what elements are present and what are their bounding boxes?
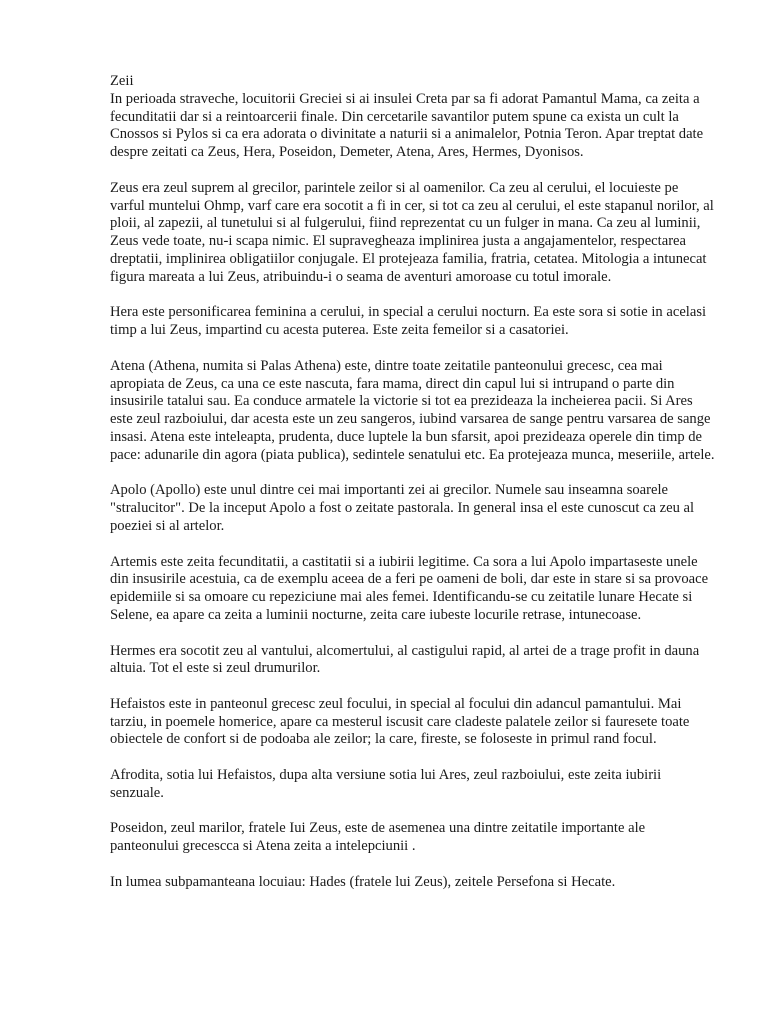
paragraph-hades: In lumea subpamanteana locuiau: Hades (fratele lui Zeus), zeitele Persefona si Hecate. <box>110 873 616 890</box>
paragraph-artemis: Artemis este zeita fecunditatii, a castitatii si a iubirii legitime. Ca sora a lui Apolo impartaseste unele din insusirile acestuia, ca de exemplu aceea de a feri pe oameni de boli, dar este in stare si sa provoace epidemiile si sa omoare cu repeziciune mai ales femei. Identificandu-se cu zeitatile lunare Hecate si Selene, ea apare ca zeita a luminii nocturne, zeita care iubeste locurile retrase, intunecoase. <box>110 553 709 623</box>
paragraph-hera: Hera este personificarea feminina a cerului, in special a cerului nocturn. Ea este sora si sotie in acelasi timp a lui Zeus, impartind cu acesta puterea. Este zeita femeilor si a casatoriei. <box>110 304 707 339</box>
paragraph-afrodita: Afrodita, sotia lui Hefaistos, dupa alta versiune sotia lui Ares, zeul razboiului, este zeita iubirii senzuale. <box>110 767 662 801</box>
document-title: Zeii <box>110 73 134 89</box>
paragraph-intro: In perioada straveche, locuitorii Greciei si ai insulei Creta par sa fi adorat Pamantul Mama, ca zeita a fecunditatii dar si a reintoarcerii finale. Din cercetarile savantilor putem spune ca exista un cult la Cnossos si Pylos si ca era adorata o divinitate a naturii si a animalelor, Potnia Teron. Apar treptat date despre zeitati ca Zeus, Hera, Poseidon, Demeter, Atena, Ares, Hermes, Dyonisos. <box>110 90 704 161</box>
paragraph-hefaistos: Hefaistos este in panteonul grecesc zeul focului, in special al focului din adancul pamantului. Mai tarziu, in poemele homerice, apare ca mesterul iscusit care cladeste palatele zeilor si fauresete toate obiectele de confort si de podoaba ale zeilor; la care, fireste, se foloseste in primul rand focul. <box>110 695 690 748</box>
document-page <box>110 73 715 909</box>
paragraph-apolo: Apolo (Apollo) este unul dintre cei mai importanti zei ai grecilor. Numele sau inseamna soarele "stralucitor". De la inceput Apolo a fost o zeitate pastorala. In general insa el este cunoscut ca zeu al poeziei si al artelor. <box>110 482 695 534</box>
paragraph-atena: Atena (Athena, numita si Palas Athena) este, dintre toate zeitatile panteonului grecesc, cea mai apropiata de Zeus, ca una ce este nascuta, fara mama, direct din capul lui si intrupand o parte din insusirile tatalui sau. Ea conduce armatele la victorie si tot ea prezideaza la incheierea pacii. Si Ares este zeul razboiului, dar acesta este un zeu sangeros, iubind varsarea de sange pentru varsarea de sange insasi. Atena este inteleapta, prudenta, duce luptele la bun sfarsit, apoi prezideaza operele din timp de pace: adunarile din agora (piata publica), sedintele senatului etc. Ea protejeaza munca, meseriile, artele. <box>110 357 715 463</box>
paragraph-poseidon: Poseidon, zeul marilor, fratele Iui Zeus, este de asemenea una dintre zeitatile importante ale panteonului grecescca si Atena zeita a intelepciunii . <box>110 820 646 855</box>
paragraph-zeus: Zeus era zeul suprem al grecilor, parintele zeilor si al oamenilor. Ca zeu al cerului, el locuieste pe varful muntelui Ohmp, varf care era socotit a fi in cer, si tot ca zeu al cerului, el este stapanul norilor, al ploii, al zapezii, al tunetului si al fulgerului, fiind reprezentat cu un fulger in mana. Ca zeu al luminii, Zeus vede toate, nu-i scapa nimic. El supravegheaza implinirea justa a angajamentelor, respectarea dreptatii, implinirea obligatiilor conjugale. El protejeaza familia, fratria, cetatea. Mitologia a intunecat figura mareata a lui Zeus, atribuindu-i o seama de aventuri amoroase cu totul imorale. <box>110 179 714 285</box>
paragraph-hermes: Hermes era socotit zeu al vantului, alcomertului, al castigului rapid, al artei de a trage profit in dauna altuia. Tot el este si zeul drumurilor. <box>110 642 700 677</box>
